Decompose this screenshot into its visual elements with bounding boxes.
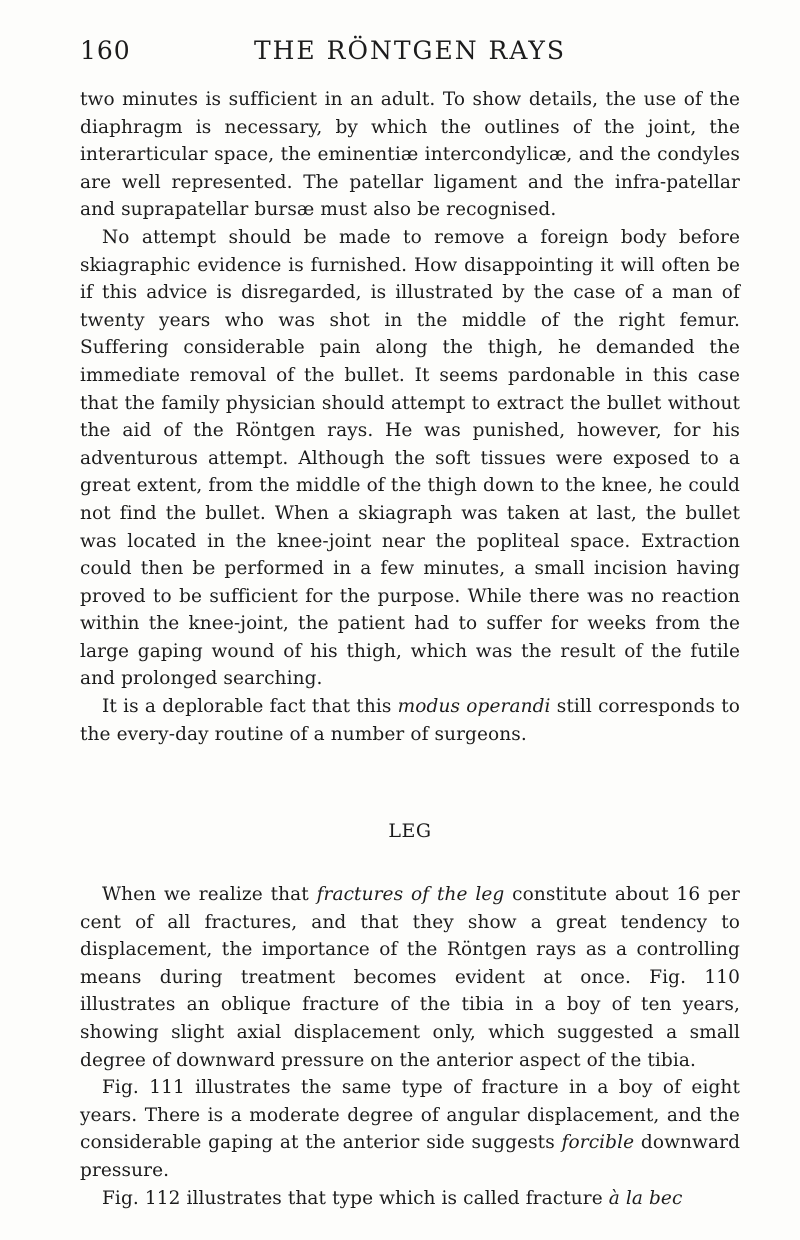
section-heading: LEG — [388, 820, 432, 842]
italic-run: forcible — [561, 1132, 635, 1154]
body-text-bottom — [80, 881, 740, 1212]
paragraph — [80, 693, 740, 748]
paragraph — [80, 1074, 740, 1184]
running-header — [80, 36, 740, 68]
page-number: 160 — [80, 36, 131, 65]
body-text-top — [80, 86, 740, 748]
italic-run: fractures of the leg — [316, 884, 505, 905]
text-run: two minutes is sufficient in an adult. To show details, the use of the diaphragm is necessary, by which the outlines of the joint, the interarticular space, the eminentiæ intercondylicæ, and the condyles are well represented. The patellar ligament and the infra-patellar and suprapatellar bursæ must also be recognised. — [80, 89, 740, 221]
italic-run: modus operandi — [397, 696, 551, 718]
text-run: Fig. 112 illustrates that type which is called fracture — [102, 1187, 609, 1209]
paragraph — [80, 881, 740, 1074]
italic-run: à la bec — [608, 1187, 683, 1209]
text-run: It is a deplorable fact that this — [102, 696, 398, 718]
paragraph — [80, 1185, 740, 1213]
text-run: When we realize that — [102, 884, 317, 905]
text-run: constitute about 16 per cent of all fractures, and that they show a great tendency to displacement, the importance of the Röntgen rays as a controlling means during treatment becomes evident at once. Fig. 110 illustrates an oblique fracture of the tibia in a boy of ten years, showing slight axial displacement only, which suggested a small degree of downward pressure on the anterior aspect of the tibia. — [80, 884, 740, 1071]
paragraph — [80, 86, 740, 224]
running-title: THE RÖNTGEN RAYS — [253, 36, 567, 65]
text-run: still corresponds to the every-day routine of a number of surgeons. — [80, 696, 740, 745]
text-run: Fig. 111 illustrates the same type of fracture in a boy of eight years. There is a moderate degree of angular displacement, and the considerable gaping at the anterior side suggests — [80, 1077, 740, 1154]
paragraph — [80, 224, 740, 693]
text-run: downward pressure. — [80, 1132, 741, 1181]
text-run: No attempt should be made to remove a foreign body before skiagraphic evidence is furnished. How disappointing it will often be if this advice is disregarded, is illustrated by the case of a man of twenty years who was shot in the middle of the right femur. Suffering considerable pain along the thigh, he demanded the immediate removal of the bullet. It seems pardonable in this case that the family physician should attempt to extract the bullet without the aid of the Röntgen rays. He was punished, however, for his adventurous attempt. Although the soft tissues were exposed to a great extent, from the middle of the thigh down to the knee, he could not find the bullet. When a skiagraph was taken at last, the bullet was located in the knee-joint near the popliteal space. Extraction could then be performed in a few minutes, a small incision having proved to be sufficient for the purpose. While there was no reaction within the knee-joint, the patient had to suffer for weeks from the large gaping wound of his thigh, which was the result of the futile and prolonged searching. — [80, 226, 740, 690]
